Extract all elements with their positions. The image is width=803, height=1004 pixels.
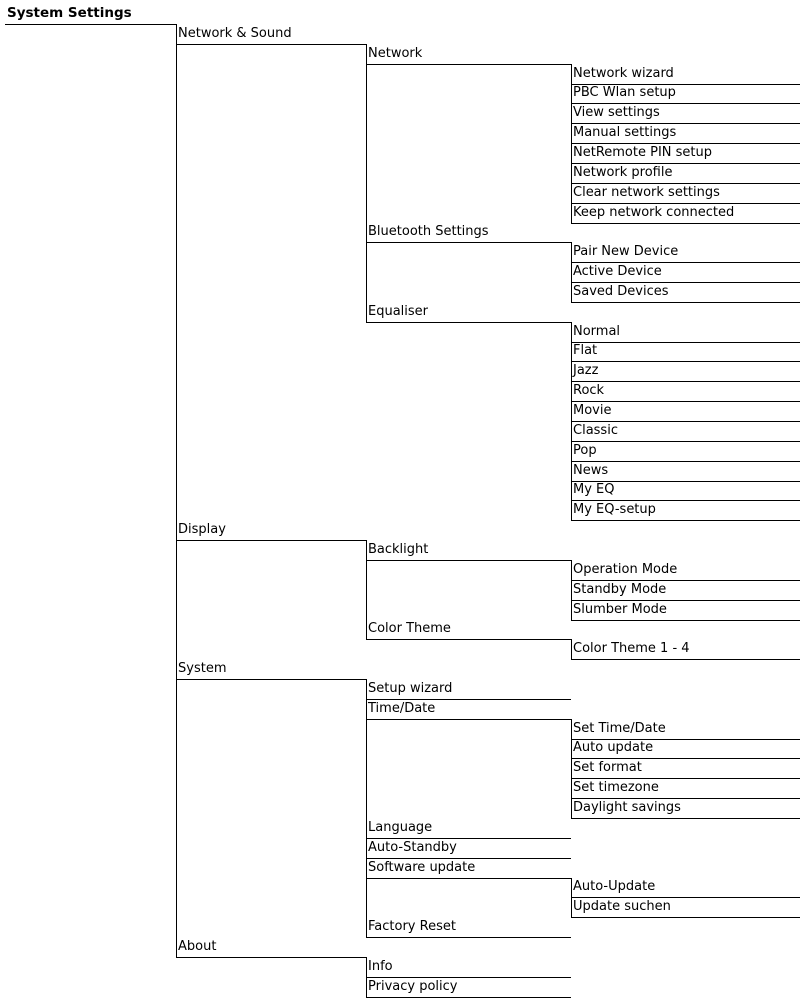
menu-item-operation-mode[interactable]: Operation Mode [571, 561, 800, 581]
menu-item-keep-network-connected[interactable]: Keep network connected [571, 204, 800, 224]
menu-item-display[interactable]: Display [176, 521, 366, 541]
menu-item-bluetooth-settings[interactable]: Bluetooth Settings [366, 223, 571, 243]
menu-item-auto-update[interactable]: Auto-Update [571, 878, 800, 898]
menu-item-about[interactable]: About [176, 938, 366, 958]
tree-connector-line [571, 64, 572, 224]
menu-item-daylight-savings[interactable]: Daylight savings [571, 799, 800, 819]
menu-item-color-theme-1-4[interactable]: Color Theme 1 - 4 [571, 640, 800, 660]
menu-item-equaliser[interactable]: Equaliser [366, 303, 571, 323]
menu-title: System Settings [5, 5, 176, 25]
menu-item-set-timezone[interactable]: Set timezone [571, 779, 800, 799]
menu-item-auto-standby[interactable]: Auto-Standby [366, 839, 571, 859]
menu-item-pop[interactable]: Pop [571, 442, 800, 462]
menu-item-software-update[interactable]: Software update [366, 859, 571, 879]
menu-item-manual-settings[interactable]: Manual settings [571, 124, 800, 144]
tree-connector-line [366, 679, 367, 938]
menu-item-update-suchen[interactable]: Update suchen [571, 898, 800, 918]
menu-item-jazz[interactable]: Jazz [571, 362, 800, 382]
menu-item-my-eq-setup[interactable]: My EQ-setup [571, 501, 800, 521]
menu-item-view-settings[interactable]: View settings [571, 104, 800, 124]
menu-item-pair-new-device[interactable]: Pair New Device [571, 243, 800, 263]
menu-item-movie[interactable]: Movie [571, 402, 800, 422]
menu-item-language[interactable]: Language [366, 819, 571, 839]
menu-item-netremote-pin-setup[interactable]: NetRemote PIN setup [571, 144, 800, 164]
menu-item-slumber-mode[interactable]: Slumber Mode [571, 601, 800, 621]
menu-item-network-profile[interactable]: Network profile [571, 164, 800, 184]
menu-item-color-theme[interactable]: Color Theme [366, 620, 571, 640]
menu-item-standby-mode[interactable]: Standby Mode [571, 581, 800, 601]
menu-item-backlight[interactable]: Backlight [366, 541, 571, 561]
menu-item-setup-wizard[interactable]: Setup wizard [366, 680, 571, 700]
menu-item-pbc-wlan-setup[interactable]: PBC Wlan setup [571, 84, 800, 104]
tree-connector-line [366, 957, 367, 998]
menu-item-factory-reset[interactable]: Factory Reset [366, 918, 571, 938]
menu-item-system[interactable]: System [176, 660, 366, 680]
tree-connector-line [366, 44, 367, 323]
menu-item-privacy-policy[interactable]: Privacy policy [366, 978, 571, 998]
menu-item-clear-network-settings[interactable]: Clear network settings [571, 184, 800, 204]
menu-item-news[interactable]: News [571, 462, 800, 482]
menu-item-auto-update[interactable]: Auto update [571, 739, 800, 759]
menu-item-active-device[interactable]: Active Device [571, 263, 800, 283]
menu-item-network-sound[interactable]: Network & Sound [176, 25, 366, 45]
menu-item-time-date[interactable]: Time/Date [366, 700, 571, 720]
menu-item-rock[interactable]: Rock [571, 382, 800, 402]
menu-item-network-wizard[interactable]: Network wizard [571, 65, 800, 85]
menu-item-normal[interactable]: Normal [571, 323, 800, 343]
tree-connector-line [571, 242, 572, 303]
menu-item-my-eq[interactable]: My EQ [571, 481, 800, 501]
tree-connector-line [571, 878, 572, 919]
menu-item-saved-devices[interactable]: Saved Devices [571, 283, 800, 303]
tree-connector-line [366, 540, 367, 640]
menu-item-info[interactable]: Info [366, 958, 571, 978]
tree-connector-line [571, 719, 572, 819]
menu-item-network[interactable]: Network [366, 45, 571, 65]
tree-connector-line [571, 560, 572, 621]
tree-connector-line [571, 639, 572, 660]
menu-item-set-time-date[interactable]: Set Time/Date [571, 720, 800, 740]
menu-item-classic[interactable]: Classic [571, 422, 800, 442]
menu-item-set-format[interactable]: Set format [571, 759, 800, 779]
tree-connector-line [176, 24, 177, 958]
tree-connector-line [571, 322, 572, 522]
menu-item-flat[interactable]: Flat [571, 342, 800, 362]
